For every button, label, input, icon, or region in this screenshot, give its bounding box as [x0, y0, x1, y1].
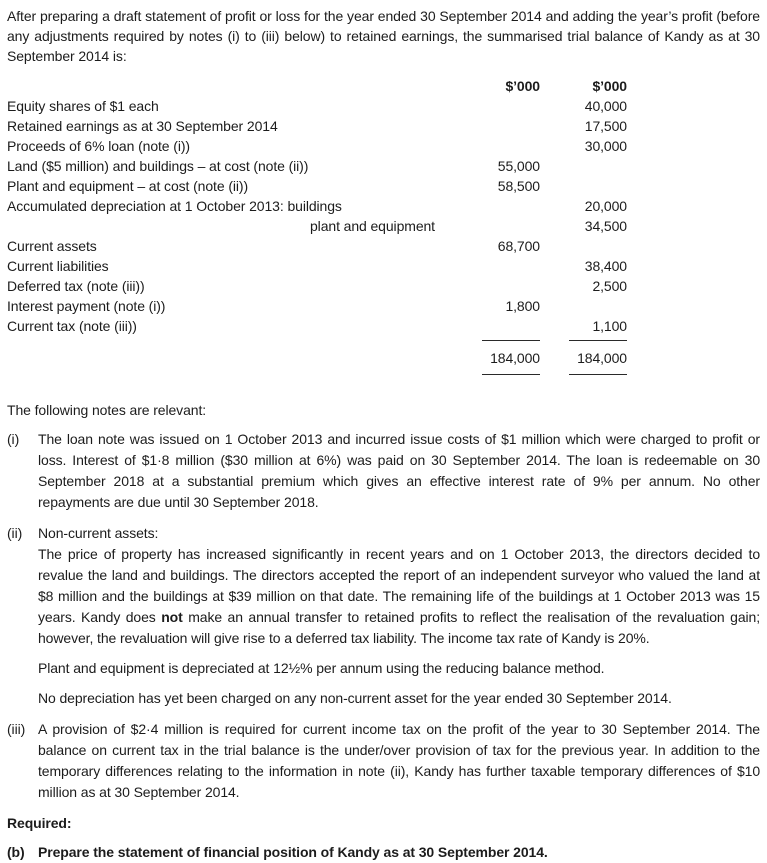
row-label: Current assets	[7, 238, 97, 254]
table-row	[7, 236, 627, 256]
row-credit	[540, 156, 627, 176]
row-credit	[540, 176, 627, 196]
row-debit	[452, 116, 540, 136]
trial-balance-table	[7, 76, 627, 380]
table-row	[7, 256, 627, 276]
notes-intro: The following notes are relevant:	[7, 402, 207, 418]
debit-total-rule	[482, 340, 540, 341]
note-iii-text: A provision of $2·4 million is required for current income tax on the profit of the year to 30 September 2014. The balance on current tax in the trial balance is the under/over provision of tax for the previous year. In addition to the temporary differences relating to the information in note (ii), Kandy has further taxable temporary differences of $10 million as at 30 September 2014.	[38, 721, 760, 800]
row-debit: 58,500	[497, 178, 540, 194]
row-debit: 1,800	[505, 298, 540, 314]
total-rule-bottom	[7, 370, 627, 380]
row-label: Proceeds of 6% loan (note (i))	[7, 138, 190, 154]
credit-total-underline	[569, 374, 627, 375]
required-item-b	[7, 842, 760, 863]
row-credit: 1,100	[592, 318, 627, 334]
table-row	[7, 216, 627, 236]
note-i	[7, 429, 760, 513]
table-row	[7, 276, 627, 296]
debit-total-underline	[482, 374, 540, 375]
row-debit	[452, 276, 540, 296]
row-label: Current liabilities	[7, 258, 109, 274]
row-label: Equity shares of $1 each	[7, 98, 159, 114]
required-item-marker: (b)	[7, 844, 25, 860]
note-ii-para3: No depreciation has yet been charged on any non-current asset for the year ended 30 September 2014.	[38, 690, 672, 706]
row-credit: 17,500	[584, 118, 627, 134]
row-debit	[452, 196, 540, 216]
debit-total: 184,000	[490, 350, 540, 366]
row-debit	[452, 216, 540, 236]
table-row	[7, 136, 627, 156]
note-iii	[7, 719, 760, 803]
note-ii	[7, 523, 760, 709]
row-label: Deferred tax (note (iii))	[7, 278, 145, 294]
row-credit: 20,000	[584, 198, 627, 214]
debit-column-header: $’000	[505, 78, 540, 94]
table-row	[7, 316, 627, 336]
row-debit	[452, 136, 540, 156]
row-debit	[452, 96, 540, 116]
table-row	[7, 96, 627, 116]
table-row	[7, 176, 627, 196]
intro-paragraph: After preparing a draft statement of profit or loss for the year ended 30 September 2014 and adding the year’s profit (before any adjustments required by notes (i) to (iii) below) to retained earnings, the summarised trial balance of Kandy as at 30 September 2014 is:	[7, 8, 760, 64]
row-debit	[452, 256, 540, 276]
table-row	[7, 116, 627, 136]
row-credit: 30,000	[584, 138, 627, 154]
note-ii-heading: Non-current assets:	[38, 525, 159, 541]
note-i-marker: (i)	[7, 431, 20, 447]
table-row	[7, 296, 627, 316]
row-label: Current tax (note (iii))	[7, 318, 137, 334]
row-credit: 34,500	[584, 218, 627, 234]
required-item-text: Prepare the statement of financial position of Kandy as at 30 September 2014.	[38, 844, 548, 860]
table-total-row	[7, 348, 627, 368]
required-heading: Required:	[7, 815, 72, 831]
header-spacer	[7, 76, 452, 96]
note-iii-marker: (iii)	[7, 721, 26, 737]
table-header-row	[7, 76, 627, 96]
row-credit	[540, 296, 627, 316]
credit-total: 184,000	[577, 350, 627, 366]
row-label: Retained earnings as at 30 September 2014	[7, 118, 278, 134]
row-credit	[540, 236, 627, 256]
row-credit: 38,400	[584, 258, 627, 274]
emphasis-not: not	[161, 609, 183, 625]
row-label: Plant and equipment – at cost (note (ii))	[7, 178, 249, 194]
row-credit: 2,500	[592, 278, 627, 294]
row-label: Accumulated depreciation at 1 October 2013: buildings	[7, 198, 342, 214]
row-credit: 40,000	[584, 98, 627, 114]
row-debit	[452, 316, 540, 336]
row-label: Land ($5 million) and buildings – at cost (note (ii))	[7, 158, 309, 174]
note-ii-para2: Plant and equipment is depreciated at 12½% per annum using the reducing balance method.	[38, 660, 605, 676]
row-label: plant and equipment	[310, 218, 435, 234]
credit-column-header: $’000	[592, 78, 627, 94]
total-rule-top	[7, 336, 627, 346]
note-i-text: The loan note was issued on 1 October 2013 and incurred issue costs of $1 million which were charged to profit or loss. Interest of $1·8 million ($30 million at 6%) was paid on 30 September 2014. The loan is redeemable on 30 September 2018 at a substantial premium which gives an effective interest rate of 9% per annum. No other repayments are due until 30 September 2018.	[38, 431, 760, 510]
table-row	[7, 156, 627, 176]
row-label: Interest payment (note (i))	[7, 298, 166, 314]
note-ii-marker: (ii)	[7, 525, 23, 541]
table-row	[7, 196, 627, 216]
credit-total-rule	[569, 340, 627, 341]
row-debit: 68,700	[497, 238, 540, 254]
row-debit: 55,000	[497, 158, 540, 174]
note-ii-body: The price of property has increased significantly in recent years and on 1 October 2013, the directors decided to revalue the land and buildings. The directors accepted the report of an independent surveyor who valued the land at $8 million and the buildings at $39 million on that date. The remaining life of the buildings at 1 October 2013 was 15 years. Kandy does not make an annual transfer to retained profits to reflect the realisation of the revaluation gain; however, the revaluation will give rise to a deferred tax liability. The income tax rate of Kandy is 20%.	[38, 546, 760, 646]
